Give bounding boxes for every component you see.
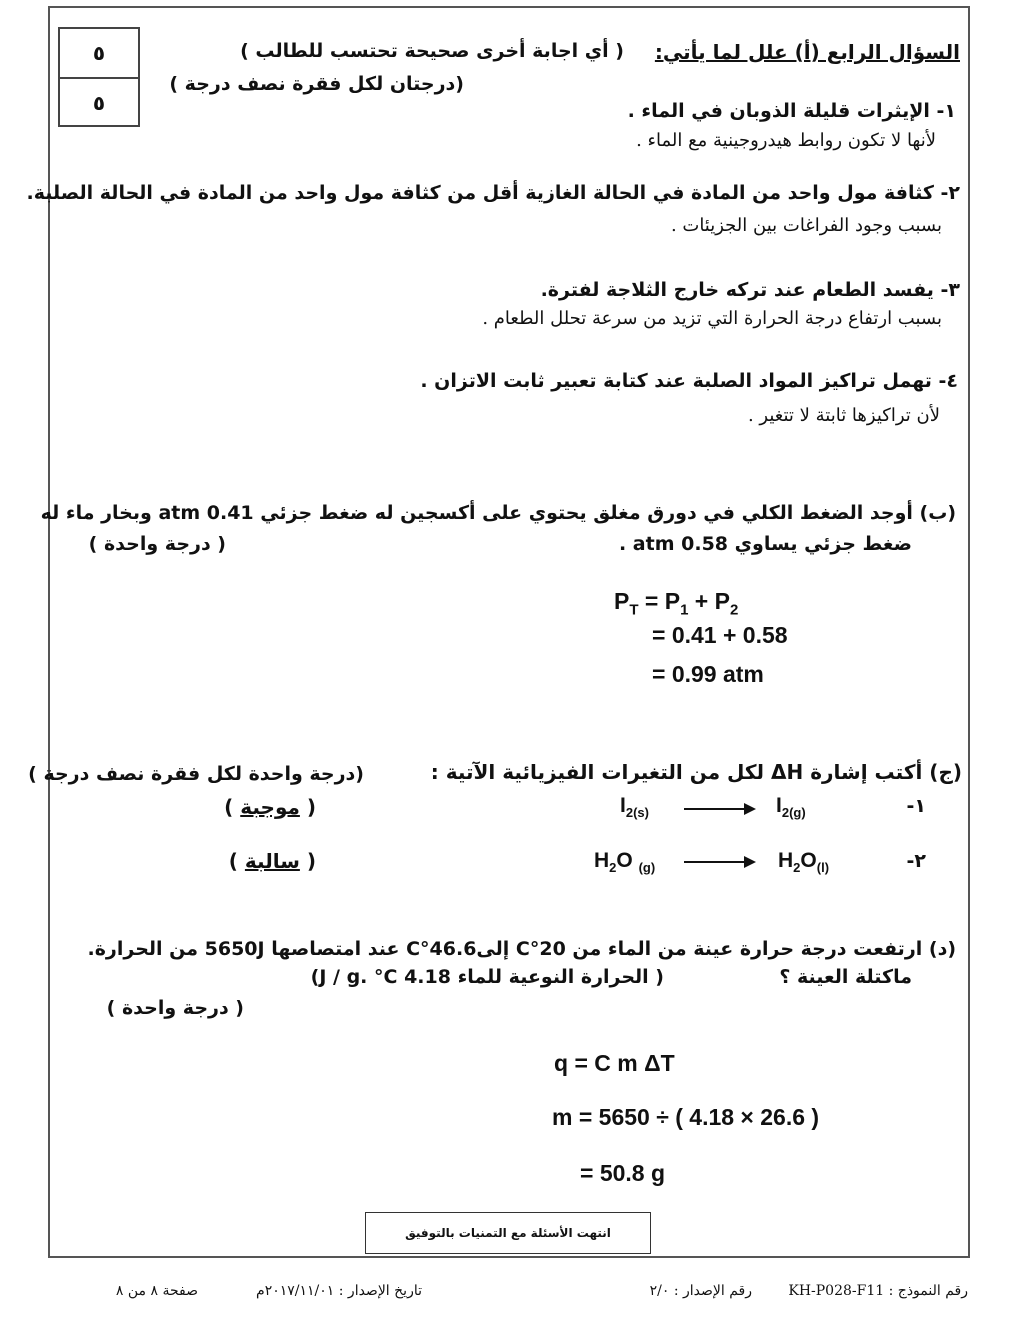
row-2-product: $H_2O_{(l)}$ [778, 849, 830, 876]
part-c-title [431, 760, 962, 784]
score-top: ٥ [60, 29, 138, 79]
part-b-marks: ( درجة واحدة ) [88, 533, 226, 555]
answer-3: بسبب ارتفاع درجة الحرارة التي تزيد من سرعة تحلل الطعام . [482, 308, 942, 329]
row-1-arrow-icon [684, 808, 754, 810]
answer-1: لأنها لا تكون روابط هيدروجينية مع الماء . [636, 130, 936, 151]
row-2-number: ٢- [906, 850, 926, 872]
row-2-answer: ( سالبة ) [228, 849, 316, 873]
answer-4: لأن تراكيزها ثابتة لا تتغير . [747, 405, 940, 426]
row-2-arrow-icon [684, 861, 754, 863]
part-c-title-text: (ج) أكتب إشارة ΔH لكل من التغيرات الفيزيائية الآتية : [430, 760, 962, 784]
footer-model: رقم النموذج : KH-P028-F11 [788, 1283, 968, 1299]
end-note: انتهت الأسئلة مع التمنيات بالتوفيق [365, 1212, 651, 1254]
question-4: ٤- تهمل تراكيز المواد الصلبة عند كتابة تعبير ثابت الاتزان . [420, 370, 958, 392]
part-c-marks: (درجة واحدة لكل فقرة نصف درجة ) [28, 763, 364, 785]
solution-b-line2: = 0.41 + 0.58 [652, 622, 788, 648]
row-2-answer-text: سالبة [244, 849, 300, 873]
row-1-product: $I_{2(g)}$ [776, 794, 806, 821]
solution-d-line1: q = C m ΔT [554, 1050, 675, 1076]
answer-2: بسبب وجود الفراغات بين الجزيئات . [670, 215, 942, 236]
part-a-note: ( أي اجابة أخرى صحيحة تحتسب للطالب ) [240, 40, 624, 62]
part-d-marks: ( درجة واحدة ) [106, 997, 244, 1019]
solution-d-line2: m = 5650 ÷ ( 4.18 × 26.6 ) [552, 1104, 820, 1130]
footer-page: صفحة ٨ من ٨ [115, 1283, 198, 1299]
row-1-answer: ( موجبة ) [224, 795, 316, 819]
question-3: ٣- يفسد الطعام عند تركه خارج الثلاجة لفترة. [540, 279, 960, 301]
solution-b-line3: = 0.99 atm [652, 661, 764, 687]
solution-d-line3: = 50.8 g [580, 1160, 666, 1186]
part-b-line2: ضغط جزئي يساوي 0.58 atm . [618, 533, 912, 555]
row-1-reactant: $I_{2(s)}$ [620, 794, 649, 821]
question-1: ١- الإيثرات قليلة الذوبان في الماء . [627, 100, 956, 122]
row-1-number: ١- [906, 795, 926, 817]
part-d-given: ( الحرارة النوعية للماء 4.18 J / g. °C) [310, 966, 664, 988]
solution-b-line1: $P_T = P_1 + P_2$ [614, 588, 739, 619]
part-a-marks: (درجتان لكل فقرة نصف درجة ) [169, 73, 464, 95]
footer-date: تاريخ الإصدار : ٢٠١٧/١١/٠١م [256, 1283, 422, 1299]
part-a-title: السؤال الرابع (أ) علل لما يأتي: [654, 40, 960, 64]
part-b-line1: (ب) أوجد الضغط الكلي في دورق مغلق يحتوي على أكسجين له ضغط جزئي 0.41 atm وبخار ماء له [40, 502, 956, 524]
score-box [58, 27, 140, 127]
footer-version: رقم الإصدار : ٢/٠ [649, 1283, 752, 1299]
question-2: ٢- كثافة مول واحد من المادة في الحالة الغازية أقل من كثافة مول واحد من المادة في الحالة الصلبة. [26, 182, 960, 204]
score-bottom: ٥ [92, 91, 106, 115]
part-d-line2: ماكتلة العينة ؟ [779, 966, 912, 988]
row-1-answer-text: موجبة [240, 795, 300, 819]
row-2-reactant: $H_2O$ $_{(g)}$ [594, 849, 656, 876]
part-d-line1: (د) ارتفعت درجة حرارة عينة من الماء من 20°C إلى46.6°C عند امتصاصها 5650J من الحرارة. [87, 938, 956, 960]
